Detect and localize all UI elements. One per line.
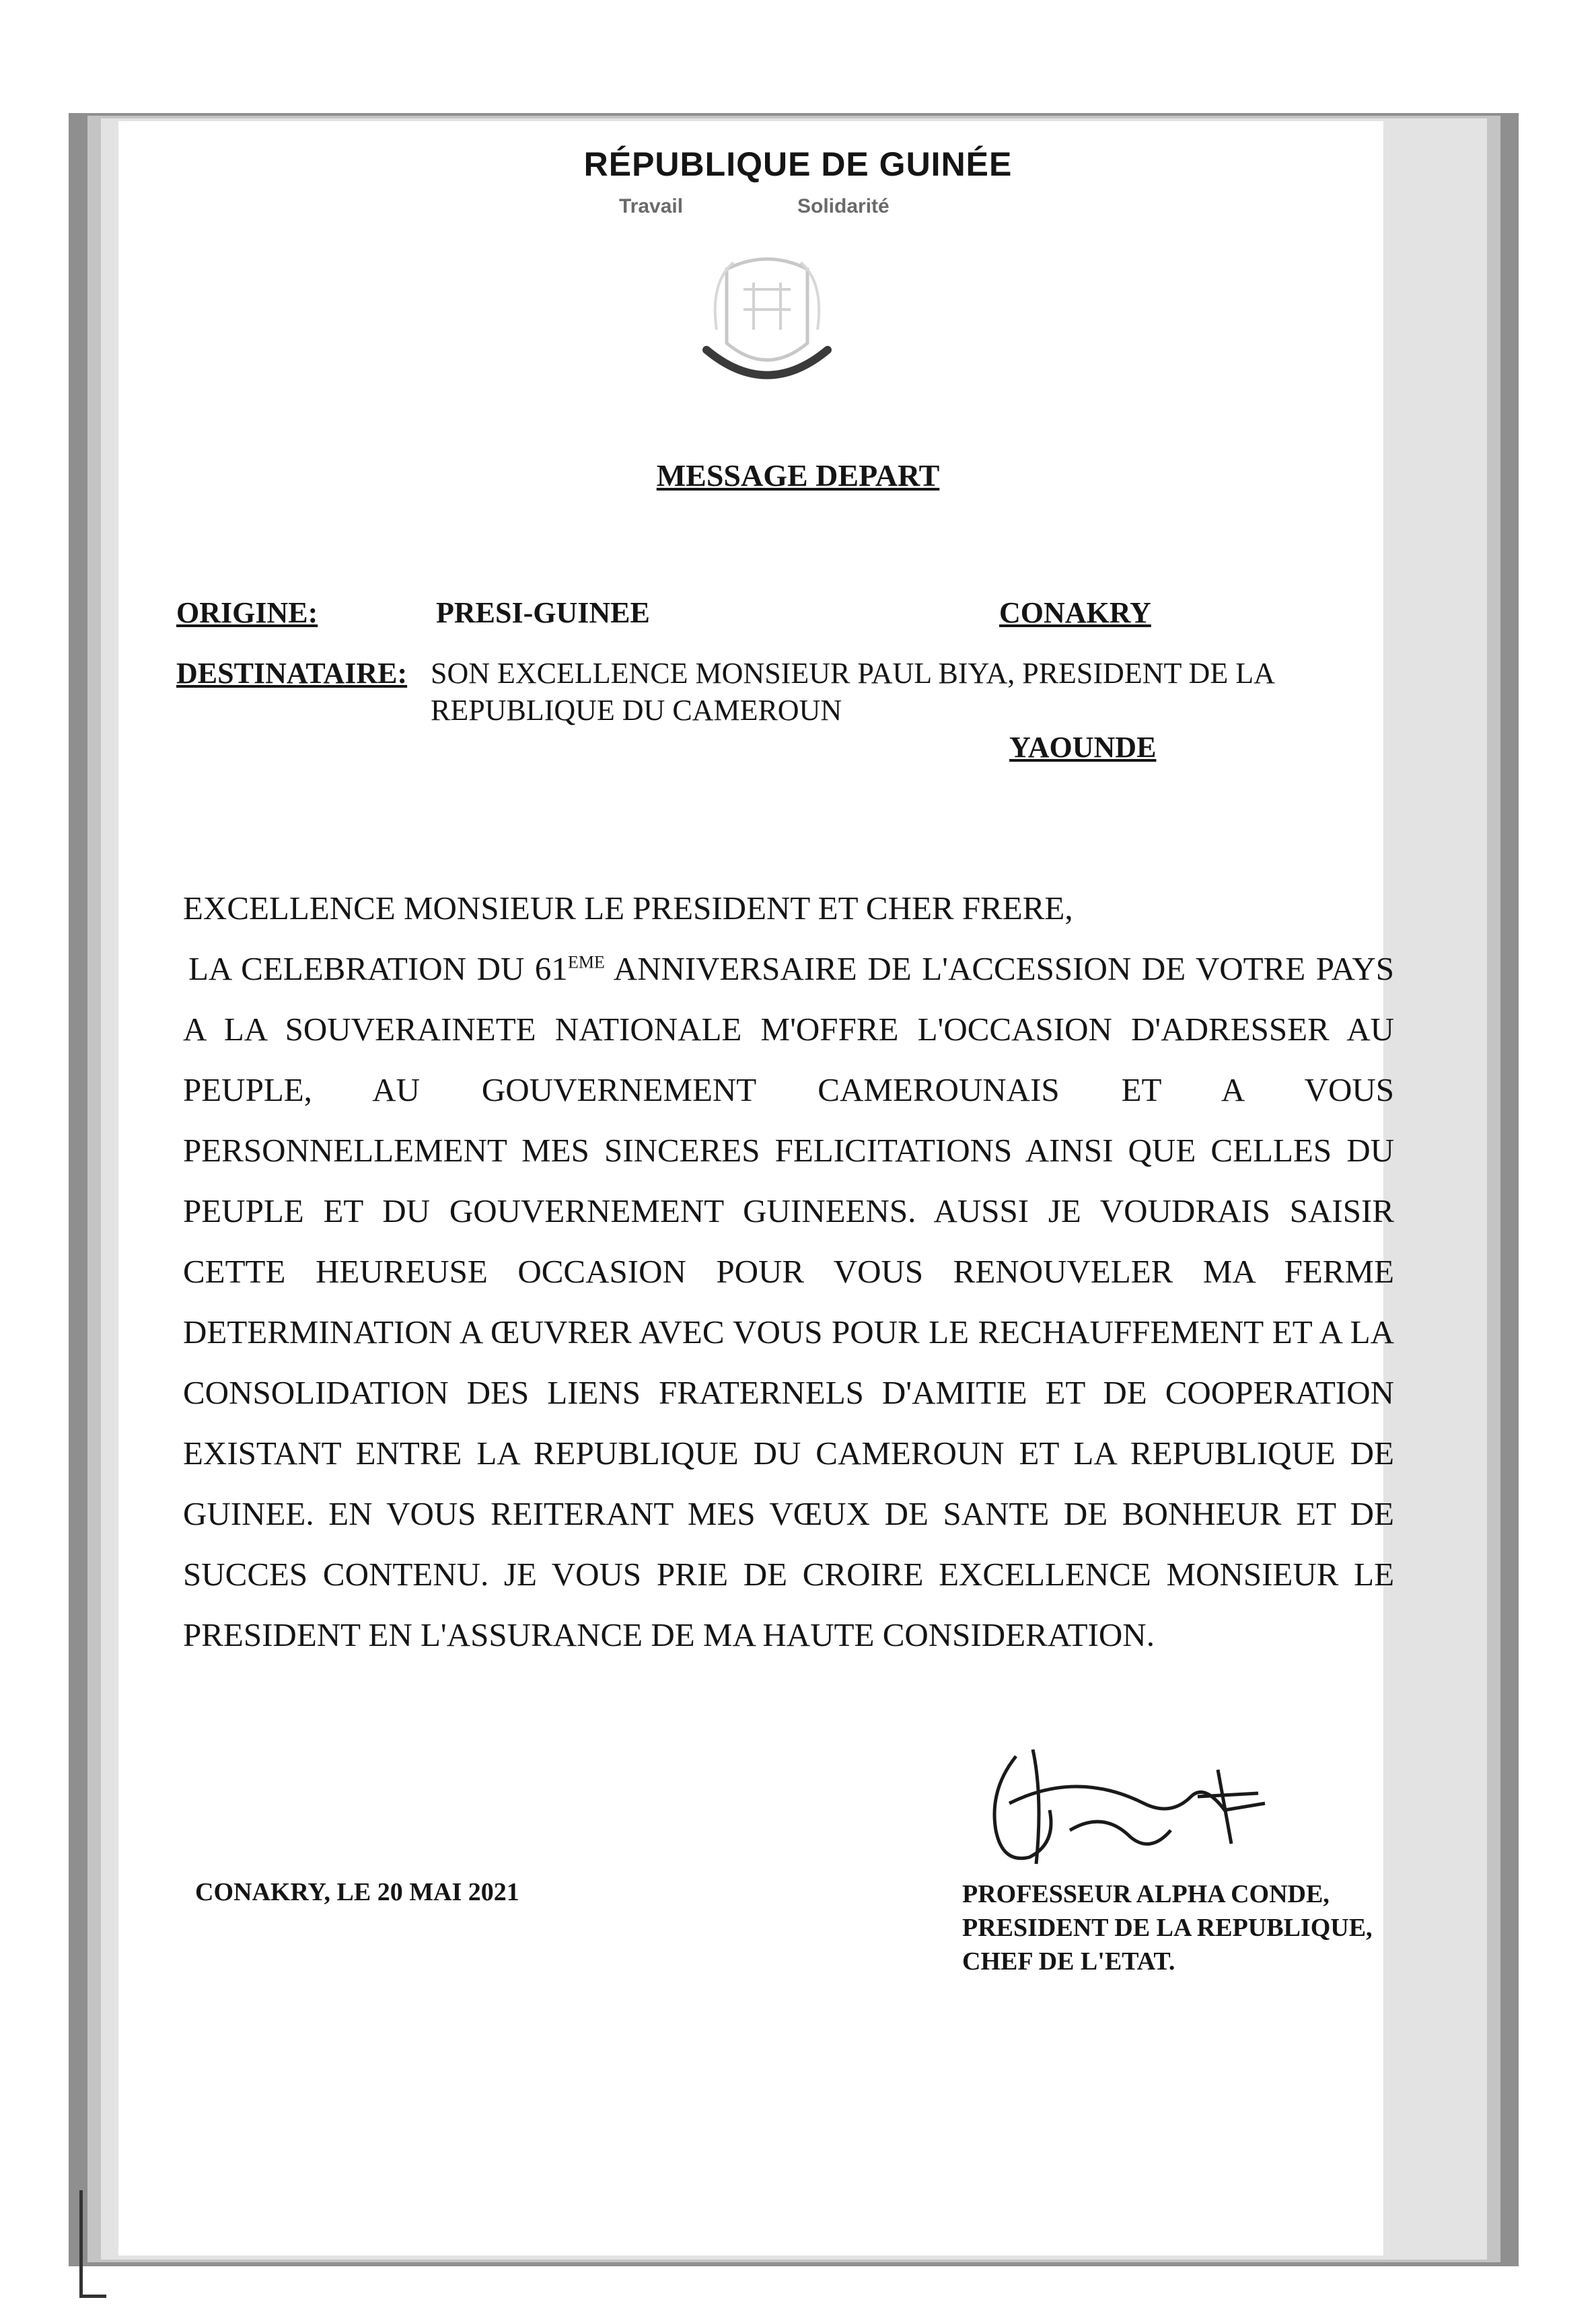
letterhead-country: RÉPUBLIQUE DE GUINÉE bbox=[583, 145, 1013, 183]
letter-date: CONAKRY, LE 20 MAI 2021 bbox=[195, 1878, 519, 1906]
recipient-line-2: REPUBLIQUE DU CAMEROUN bbox=[431, 694, 842, 727]
motto-travail: Travail bbox=[619, 195, 684, 217]
recipient-line-1: SON EXCELLENCE MONSIEUR PAUL BIYA, PRESIDENT DE LA bbox=[431, 657, 1275, 690]
ordinal-suffix: EME bbox=[567, 952, 605, 972]
motto-solidarite: Solidarité bbox=[797, 195, 890, 217]
origin-value: PRESI-GUINEE bbox=[436, 596, 650, 629]
message-body bbox=[183, 878, 1394, 1665]
message-title: MESSAGE DEPART bbox=[656, 458, 940, 493]
signer-name: PROFESSEUR ALPHA CONDE, bbox=[962, 1880, 1330, 1908]
signer-role: CHEF DE L'ETAT. bbox=[962, 1947, 1175, 1976]
coat-of-arms-icon bbox=[680, 242, 855, 417]
body-paragraph bbox=[183, 939, 1394, 1665]
body-text-start: LA CELEBRATION DU 61 bbox=[188, 950, 568, 987]
handwritten-signature bbox=[969, 1729, 1278, 1877]
recipient-city: YAOUNDE bbox=[1009, 731, 1157, 764]
body-text-rest: ANNIVERSAIRE DE L'ACCESSION DE VOTRE PAYS A LA SOUVERAINETE NATIONALE M'OFFRE L'OCCASION D'ADRESSER AU PEUPLE, AU GOUVERNEMENT CAMEROUNAIS ET A VOUS PERSONNELLEMENT MES SINCERES FELICITATIONS AINSI QUE CELLES DU PEUPLE ET DU GOUVERNEMENT GUINEENS. AUSSI JE VOUDRAIS SAISIR CETTE HEUREUSE OCCASION POUR VOUS RENOUVELER MA FERME DETERMINATION A ŒUVRER AVEC VOUS POUR LE RECHAUFFEMENT ET A LA CONSOLIDATION DES LIENS FRATERNELS D'AMITIE ET DE COOPERATION EXISTANT ENTRE LA REPUBLIQUE DU CAMEROUN ET LA REPUBLIQUE DE GUINEE. EN VOUS REITERANT MES VŒUX DE SANTE DE BONHEUR ET DE SUCCES CONTENU. JE VOUS PRIE DE CROIRE EXCELLENCE MONSIEUR LE PRESIDENT EN L'ASSURANCE DE MA HAUTE CONSIDERATION. bbox=[183, 950, 1394, 1653]
recipient-label: DESTINATAIRE: bbox=[176, 657, 408, 690]
scan-edge-mark-foot bbox=[79, 2295, 106, 2298]
scan-edge-mark bbox=[79, 2190, 83, 2298]
salutation: EXCELLENCE MONSIEUR LE PRESIDENT ET CHER FRERE, bbox=[183, 890, 1073, 927]
origin-city: CONAKRY bbox=[999, 596, 1151, 629]
signature-block bbox=[962, 1877, 1373, 1978]
signer-title: PRESIDENT DE LA REPUBLIQUE, bbox=[962, 1914, 1373, 1942]
origin-label: ORIGINE: bbox=[176, 596, 318, 629]
